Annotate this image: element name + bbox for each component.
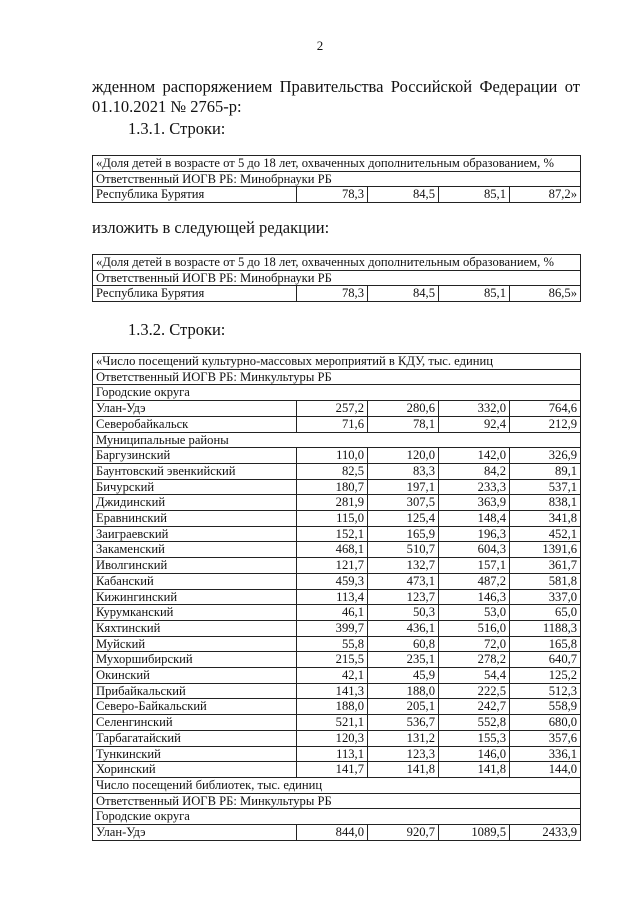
value-cell: 512,3: [510, 683, 581, 699]
value-cell: 399,7: [297, 620, 368, 636]
value-cell: 120,3: [297, 730, 368, 746]
value-cell: 558,9: [510, 699, 581, 715]
value-cell: 1391,6: [510, 542, 581, 558]
value-cell: 838,1: [510, 495, 581, 511]
value-cell: 110,0: [297, 448, 368, 464]
value-cell: 280,6: [368, 401, 439, 417]
value-cell: 142,0: [439, 448, 510, 464]
value-cell: 222,5: [439, 683, 510, 699]
value-cell: 361,7: [510, 558, 581, 574]
municipality-name: Хоринский: [93, 762, 297, 778]
value-cell: 144,0: [510, 762, 581, 778]
municipality-name: Кяхтинский: [93, 620, 297, 636]
table-row: [93, 187, 581, 203]
value-cell: 60,8: [368, 636, 439, 652]
table-children-education-new: [92, 254, 581, 302]
value-cell: 146,3: [439, 589, 510, 605]
table-row: [93, 495, 581, 511]
intro-line-1: жденном распоряжением Правительства Российской Федерации от: [92, 77, 580, 96]
value-cell: 85,1: [439, 286, 510, 302]
value-cell: 459,3: [297, 573, 368, 589]
value-cell: 123,7: [368, 589, 439, 605]
table-row: [93, 762, 581, 778]
value-cell: 326,9: [510, 448, 581, 464]
municipality-name: Северо-Байкальский: [93, 699, 297, 715]
value-cell: 86,5»: [510, 286, 581, 302]
municipality-name: Еравнинский: [93, 511, 297, 527]
municipality-name: Прибайкальский: [93, 683, 297, 699]
value-cell: 125,4: [368, 511, 439, 527]
municipality-name: Закаменский: [93, 542, 297, 558]
value-cell: 53,0: [439, 605, 510, 621]
value-cell: 205,1: [368, 699, 439, 715]
value-cell: 487,2: [439, 573, 510, 589]
table-row: [93, 463, 581, 479]
value-cell: 152,1: [297, 526, 368, 542]
value-cell: 148,4: [439, 511, 510, 527]
value-cell: 165,8: [510, 636, 581, 652]
value-cell: 92,4: [439, 416, 510, 432]
value-cell: 188,0: [297, 699, 368, 715]
value-cell: 242,7: [439, 699, 510, 715]
municipality-name: Селенгинский: [93, 715, 297, 731]
value-cell: 131,2: [368, 730, 439, 746]
region-name: Республика Бурятия: [93, 286, 297, 302]
municipal-districts-header: Муниципальные районы: [93, 432, 581, 448]
table-row: [93, 668, 581, 684]
city-districts-header: Городские округа: [93, 385, 581, 401]
table-children-education-old: [92, 155, 581, 203]
value-cell: 510,7: [368, 542, 439, 558]
municipality-name: Северобайкальск: [93, 416, 297, 432]
table-title: «Доля детей в возрасте от 5 до 18 лет, охваченных дополнительным образованием, %: [93, 255, 581, 271]
municipality-name: Тарбагатайский: [93, 730, 297, 746]
table-row: [93, 652, 581, 668]
value-cell: 89,1: [510, 463, 581, 479]
value-cell: 581,8: [510, 573, 581, 589]
value-cell: 604,3: [439, 542, 510, 558]
table-title: «Доля детей в возрасте от 5 до 18 лет, охваченных дополнительным образованием, %: [93, 156, 581, 172]
municipality-name: Баунтовский эвенкийский: [93, 463, 297, 479]
value-cell: 141,8: [439, 762, 510, 778]
value-cell: 257,2: [297, 401, 368, 417]
value-cell: 54,4: [439, 668, 510, 684]
value-cell: 120,0: [368, 448, 439, 464]
value-cell: 278,2: [439, 652, 510, 668]
value-cell: 50,3: [368, 605, 439, 621]
municipality-name: Курумканский: [93, 605, 297, 621]
value-cell: 123,3: [368, 746, 439, 762]
value-cell: 341,8: [510, 511, 581, 527]
value-cell: 55,8: [297, 636, 368, 652]
table-row: [93, 636, 581, 652]
value-cell: 307,5: [368, 495, 439, 511]
value-cell: 336,1: [510, 746, 581, 762]
table-row: [93, 416, 581, 432]
table-cultural-visits: [92, 353, 581, 841]
value-cell: 155,3: [439, 730, 510, 746]
table-row: [93, 715, 581, 731]
value-cell: 165,9: [368, 526, 439, 542]
value-cell: 45,9: [368, 668, 439, 684]
responsible-authority: Ответственный ИОГВ РБ: Минобрнауки РБ: [93, 171, 581, 187]
table-row: [93, 573, 581, 589]
value-cell: 84,5: [368, 187, 439, 203]
value-cell: 141,3: [297, 683, 368, 699]
value-cell: 71,6: [297, 416, 368, 432]
value-cell: 552,8: [439, 715, 510, 731]
value-cell: 84,5: [368, 286, 439, 302]
value-cell: 536,7: [368, 715, 439, 731]
region-name: Республика Бурятия: [93, 187, 297, 203]
value-cell: 436,1: [368, 620, 439, 636]
value-cell: 72,0: [439, 636, 510, 652]
value-cell: 363,9: [439, 495, 510, 511]
table-row: [93, 448, 581, 464]
value-cell: 1089,5: [439, 825, 510, 841]
value-cell: 537,1: [510, 479, 581, 495]
value-cell: 85,1: [439, 187, 510, 203]
table-row: [93, 526, 581, 542]
value-cell: 764,6: [510, 401, 581, 417]
value-cell: 42,1: [297, 668, 368, 684]
municipality-name: Бичурский: [93, 479, 297, 495]
value-cell: 87,2»: [510, 187, 581, 203]
value-cell: 233,3: [439, 479, 510, 495]
table-row: [93, 401, 581, 417]
library-indicator-title: Число посещений библиотек, тыс. единиц: [93, 777, 581, 793]
responsible-authority: Ответственный ИОГВ РБ: Минкультуры РБ: [93, 793, 581, 809]
value-cell: 78,1: [368, 416, 439, 432]
municipality-name: Окинский: [93, 668, 297, 684]
table-row: [93, 286, 581, 302]
municipality-name: Муйский: [93, 636, 297, 652]
table-row: [93, 479, 581, 495]
table-row: [93, 542, 581, 558]
value-cell: 115,0: [297, 511, 368, 527]
value-cell: 78,3: [297, 187, 368, 203]
value-cell: 680,0: [510, 715, 581, 731]
table-row: [93, 589, 581, 605]
table-row: [93, 511, 581, 527]
value-cell: 84,2: [439, 463, 510, 479]
table-row: [93, 699, 581, 715]
value-cell: 78,3: [297, 286, 368, 302]
value-cell: 141,8: [368, 762, 439, 778]
table-row: [93, 730, 581, 746]
municipality-name: Мухоршибирский: [93, 652, 297, 668]
table-row: [93, 605, 581, 621]
value-cell: 640,7: [510, 652, 581, 668]
value-cell: 121,7: [297, 558, 368, 574]
value-cell: 844,0: [297, 825, 368, 841]
value-cell: 65,0: [510, 605, 581, 621]
responsible-authority: Ответственный ИОГВ РБ: Минкультуры РБ: [93, 369, 581, 385]
table-row: [93, 683, 581, 699]
value-cell: 468,1: [297, 542, 368, 558]
value-cell: 920,7: [368, 825, 439, 841]
page-number: 2: [316, 38, 324, 53]
municipality-name: Кижингинский: [93, 589, 297, 605]
municipality-name: Тункинский: [93, 746, 297, 762]
value-cell: 157,1: [439, 558, 510, 574]
city-districts-header: Городские округа: [93, 809, 581, 825]
value-cell: 1188,3: [510, 620, 581, 636]
value-cell: 196,3: [439, 526, 510, 542]
value-cell: 113,4: [297, 589, 368, 605]
table-row: [93, 620, 581, 636]
intro-line-2: 01.10.2021 № 2765-р:: [92, 97, 242, 116]
municipality-name: Улан-Удэ: [93, 401, 297, 417]
value-cell: 83,3: [368, 463, 439, 479]
value-cell: 516,0: [439, 620, 510, 636]
value-cell: 357,6: [510, 730, 581, 746]
table-row: [93, 825, 581, 841]
municipality-name: Кабанский: [93, 573, 297, 589]
value-cell: 235,1: [368, 652, 439, 668]
value-cell: 82,5: [297, 463, 368, 479]
table-title: «Число посещений культурно-массовых мероприятий в КДУ, тыс. единиц: [93, 354, 581, 370]
table-row: [93, 558, 581, 574]
value-cell: 2433,9: [510, 825, 581, 841]
value-cell: 188,0: [368, 683, 439, 699]
value-cell: 146,0: [439, 746, 510, 762]
value-cell: 215,5: [297, 652, 368, 668]
value-cell: 281,9: [297, 495, 368, 511]
value-cell: 113,1: [297, 746, 368, 762]
value-cell: 141,7: [297, 762, 368, 778]
value-cell: 46,1: [297, 605, 368, 621]
table-row: [93, 746, 581, 762]
municipality-name: Улан-Удэ: [93, 825, 297, 841]
value-cell: 473,1: [368, 573, 439, 589]
replace-instruction: изложить в следующей редакции:: [92, 218, 330, 237]
section-1-3-1-heading: 1.3.1. Строки:: [128, 119, 226, 138]
value-cell: 521,1: [297, 715, 368, 731]
municipality-name: Иволгинский: [93, 558, 297, 574]
section-1-3-2-heading: 1.3.2. Строки:: [128, 320, 226, 339]
value-cell: 180,7: [297, 479, 368, 495]
value-cell: 212,9: [510, 416, 581, 432]
value-cell: 197,1: [368, 479, 439, 495]
municipality-name: Баргузинский: [93, 448, 297, 464]
responsible-authority: Ответственный ИОГВ РБ: Минобрнауки РБ: [93, 270, 581, 286]
value-cell: 132,7: [368, 558, 439, 574]
value-cell: 125,2: [510, 668, 581, 684]
municipality-name: Заиграевский: [93, 526, 297, 542]
municipality-name: Джидинский: [93, 495, 297, 511]
value-cell: 332,0: [439, 401, 510, 417]
value-cell: 452,1: [510, 526, 581, 542]
value-cell: 337,0: [510, 589, 581, 605]
